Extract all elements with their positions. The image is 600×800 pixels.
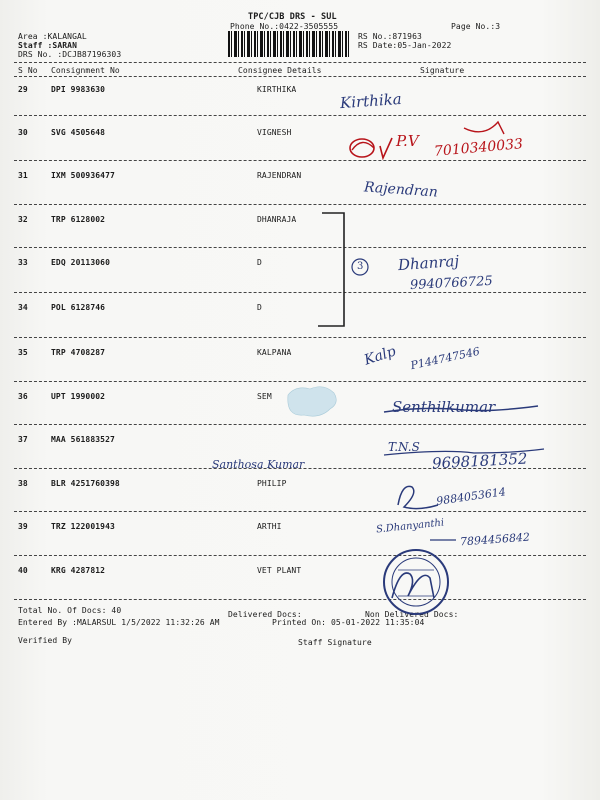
row-consignee: RAJENDRAN [257,171,302,180]
col-consignment: Consignment No [51,66,120,75]
signature-37-name: Santhosa Kumar [212,458,305,471]
row-divider [14,204,586,205]
row-sno: 33 [18,258,28,267]
row-sno: 36 [18,392,28,401]
phone-number: Phone No.:0422-3505555 [230,22,339,31]
col-sno: S No [18,66,38,75]
row-sno: 32 [18,215,28,224]
signature-31: Rajendran [363,179,439,201]
page-number: Page No.:3 [451,22,501,31]
row-consignee: ARTHI [257,522,282,531]
row-consignment: EDQ 20113060 [51,258,110,267]
area-label: Area :KALANGAL [18,32,87,41]
row-divider [14,599,586,600]
row-divider [14,424,586,425]
row-consignment: POL 6128746 [51,303,106,312]
staff-label: Staff :SARAN [18,41,77,50]
col-consignee: Consignee Details [238,66,322,75]
row-sno: 34 [18,303,28,312]
row-consignee: D [257,258,262,267]
entered-by: Entered By :MALARSUL 1/5/2022 11:32:26 AM [18,618,220,627]
row-consignment: SVG 4505648 [51,128,106,137]
row-consignment: BLR 4251760398 [51,479,120,488]
row-sno: 40 [18,566,28,575]
row-consignee: DHANRAJA [257,215,297,224]
row-consignee: VET PLANT [257,566,302,575]
row-divider [14,292,586,293]
row-divider [14,511,586,512]
red-scribble-mark [350,139,374,157]
signature-39-name: S.Dhanyanthi [375,517,445,536]
signature-37-initials: T.N.S [388,440,420,454]
printed-on: Printed On: 05-01-2022 11:35:04 [272,618,425,627]
drs-number: DRS No. :DCJB87196303 [18,50,122,59]
row-sno: 29 [18,85,28,94]
header-divider [14,62,586,63]
row-sno: 31 [18,171,28,180]
row-divider [14,160,586,161]
rs-date: RS Date:05-Jan-2022 [358,41,452,50]
row-divider [14,247,586,248]
signature-33-phone: 9940766725 [409,273,494,294]
signature-35-id: P144747546 [409,344,481,373]
column-divider [14,76,586,77]
row-divider [14,381,586,382]
row-consignment: TRP 4708287 [51,348,106,357]
row-consignee: SEM [257,392,272,401]
row-consignment: KRG 4287812 [51,566,106,575]
row-consignment: DPI 9983630 [51,85,106,94]
signature-33-name: Dhanraj [397,251,460,275]
row-sno: 30 [18,128,28,137]
row-consignee: VIGNESH [257,128,292,137]
signature-39-phone: 7894456842 [459,530,531,549]
rs-number: RS No.:871963 [358,32,422,41]
bracket-number: 3 [357,261,364,272]
total-docs: Total No. Of Docs: 40 [18,606,122,615]
row-consignee: D [257,303,262,312]
signature-38-phone: 9884053614 [435,485,507,508]
row-divider [14,555,586,556]
row-consignment: TRP 6128002 [51,215,106,224]
row-divider [14,337,586,338]
signature-30-phone: 7010340033 [433,136,524,160]
barcode [228,31,350,57]
col-signature: Signature [420,66,465,75]
signature-30-initials: P.V [396,132,419,150]
row-consignment: MAA 561883527 [51,435,115,444]
signature-35-name: Kalp [362,343,398,369]
sheet-title: TPC/CJB DRS - SUL [248,12,337,22]
signature-36: Senthilkumar [392,398,496,416]
row-consignee: KIRTHIKA [257,85,297,94]
row-sno: 37 [18,435,28,444]
post-office-stamp [384,550,448,614]
row-sno: 38 [18,479,28,488]
row-consignment: TRZ 122001943 [51,522,115,531]
row-sno: 39 [18,522,28,531]
row-consignee: PHILIP [257,479,287,488]
row-divider [14,115,586,116]
verified-by: Verified By [18,636,73,645]
signature-29: Kirthika [339,89,403,113]
correction-smudge [288,387,336,416]
signature-37-phone: 9698181352 [431,449,528,473]
row-consignee: KALPANA [257,348,292,357]
bracket-mark [318,213,344,326]
row-consignment: IXM 500936477 [51,171,115,180]
delivered-docs: Delivered Docs: [228,610,302,619]
staff-signature-label: Staff Signature [298,638,372,647]
non-delivered-docs: Non Delivered Docs: [365,610,459,619]
row-sno: 35 [18,348,28,357]
row-consignment: UPT 1990002 [51,392,106,401]
